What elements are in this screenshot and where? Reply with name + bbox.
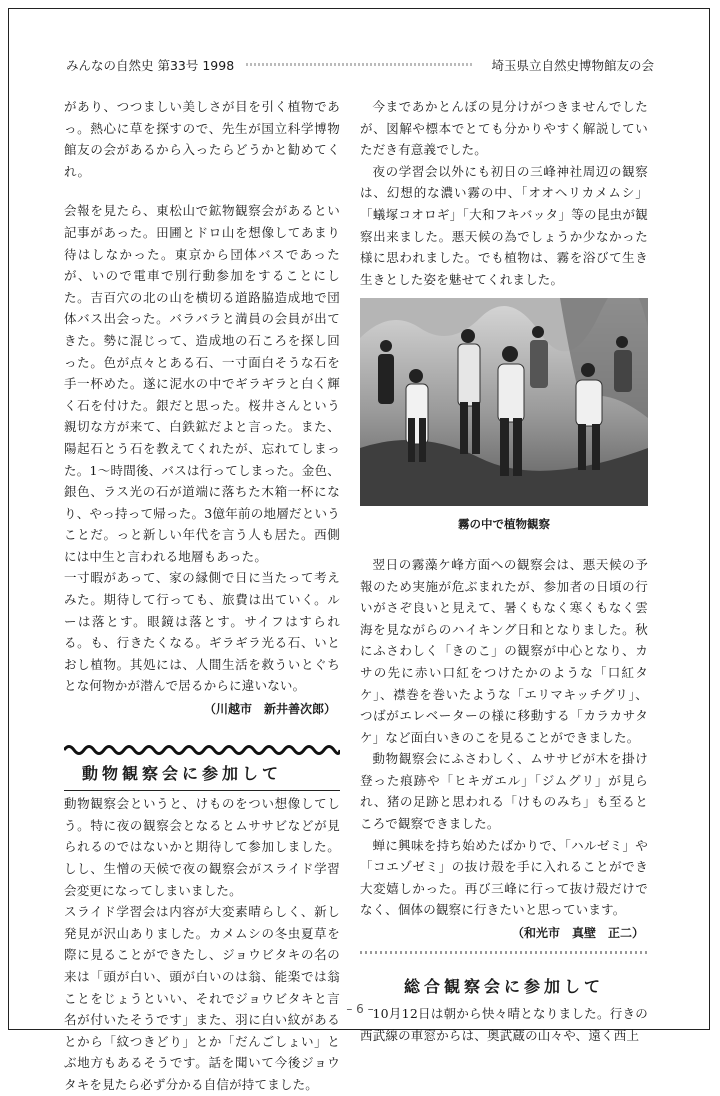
article-paragraph: があり、つつましい美しさが目を引く植物であっ。熱心に草を探すので、先生が国立科学博物館友の会があるから入ったらどうかと勧めてくれ。 xyxy=(64,99,340,179)
author-signature: （川越市 新井善次郎） xyxy=(203,702,336,717)
article-paragraph: 翌日の霧藻ケ峰方面への観察会は、悪天候の予報のため実施が危ぶまれたが、参加者の日頃の行いがさぞ良いと見えて、暑くもなく寒くもなく雲海を見ながらのハイキング日和となりました。秋にふさわしく「きのこ」の観察が中心となり、カサの先に赤い口紅をつけたかのような「口紅タケ」、襟巻を巻いたような「エリマキッチグリ」、つばがエレベーターの様に移動する「カラカサタケ」など面白いきのこを見ることができました。 xyxy=(360,556,648,745)
right-column xyxy=(360,96,648,1046)
group-photo xyxy=(360,298,648,506)
article-paragraph: 10月12日は朝から快々晴となりました。行きの西武線の車窓からは、奥武蔵の山々や、遠く西上 xyxy=(360,1006,648,1043)
article-paragraph: スライド学習会は内容が大変素晴らしく、新し発見が沢山ありました。カメムシの冬虫夏草を際に見ることができたし、ジョウビタキの名の来は「頭が白い、頭が白いのは翁、能楽では翁ことをじょうといい、それでジョウビタキと言名が付いたそうです」また、羽に白い紋があるとから「紋つきどり」とか「だんごしょい」とぶ地方もあるそうです。話を聞いて今後ジョウタキを見たら必ず分かる自信が持てました。 xyxy=(64,904,340,1092)
header-dotted-rule xyxy=(246,63,474,66)
section-title: 総合観察会に参加して xyxy=(403,976,604,996)
article-paragraph: 夜の学習会以外にも初日の三峰神社周辺の観察は、幻想的な濃い霧の中、「オオヘリカメムシ」「蟻塚コオロギ」「大和フキバッタ」等の昆虫が観察出来ました。悪天候の為でしょうか少なかった様に思われました。でも植物は、霧を浴びて生き生きとした姿を魅せてくれました。 xyxy=(360,163,648,287)
author-signature: （和光市 真壁 正二） xyxy=(511,926,644,941)
section-title: 動物観察会に参加して xyxy=(64,757,340,792)
article-paragraph: 一寸暇があって、家の縁側で日に当たって考えみた。期待して行っても、旅費は出ていく。ルーは落とす。眼鏡は落とす。サイフはすられる。も、行きたくなる。ギラギラ光る石、いとおし植物。其処には、人間生活を救ういとぐちとな何物かが潜んで居るからに違いない。 xyxy=(64,570,340,694)
header-publication-title: みんなの自然史 第33号 1998 xyxy=(66,58,235,73)
article-paragraph: 動物観察会にふさわしく、ムササビが木を掛け登った痕跡や「ヒキガエル」「ジムグリ」が見られ、猪の足跡と思われる「けものみち」も至るところで観察できました。 xyxy=(360,751,648,832)
dotted-divider xyxy=(360,951,648,954)
page-number: – 6 – xyxy=(346,1002,374,1016)
photo-caption: 霧の中で植物観察 xyxy=(458,517,550,532)
left-column xyxy=(64,96,340,1096)
article-paragraph: 動物観察会というと、けものをつい想像してしう。特に夜の観察会となるとムササビなどが見られるのではないかと期待して参加しました。しし、生憎の天候で夜の観察会がスライド学習会変更になってしまいました。 xyxy=(64,796,340,898)
header-organization: 埼玉県立自然史博物館友の会 xyxy=(491,58,654,73)
article-paragraph: 会報を見たら、東松山で鉱物観察会があるとい記事があった。田圃とドロ山を想像してあまり待はしなかった。東京から団体バスであったが、いので電車で別行動参加をすることにした。吉百穴の北の山を横切る道路脇造成地で団体バス出会った。バラバラと満員の会員が出てきた。勢に混じって、造成地の石ころを探し回った。色が点々とある石、一寸面白そうな石を手一杯めた。遂に泥水の中でギラギラと白く輝く石を付けた。銀だと思った。桜井さんという親切な方が来て、白鉄鉱だよと言った。また、陽起石とう石を教えてくれたが、忘れてしまった。1～時間後、バスは行ってしまった。金色、銀色、ラス光の石が道端に落ちた木箱一杯になり、やっ持って帰った。3億年前の地層だということだ。っと新しい年代を言う人も居た。西側には中生と言われる地層もあった。 xyxy=(64,203,340,564)
wavy-divider xyxy=(64,743,340,757)
article-paragraph: 今まであかとんぼの見分けがつきませんでしたが、図解や標本でとても分かりやすく解説していただき有意義でした。 xyxy=(360,99,648,158)
page-header xyxy=(66,54,654,74)
article-paragraph: 蝉に興味を持ち始めたばかりで、「ハルゼミ」や「コエゾゼミ」の抜け殻を手に入れることができ大変嬉しかった。再び三峰に行って抜け殻だけでなく、個体の観察に行きたいと思っています。 xyxy=(360,837,648,918)
